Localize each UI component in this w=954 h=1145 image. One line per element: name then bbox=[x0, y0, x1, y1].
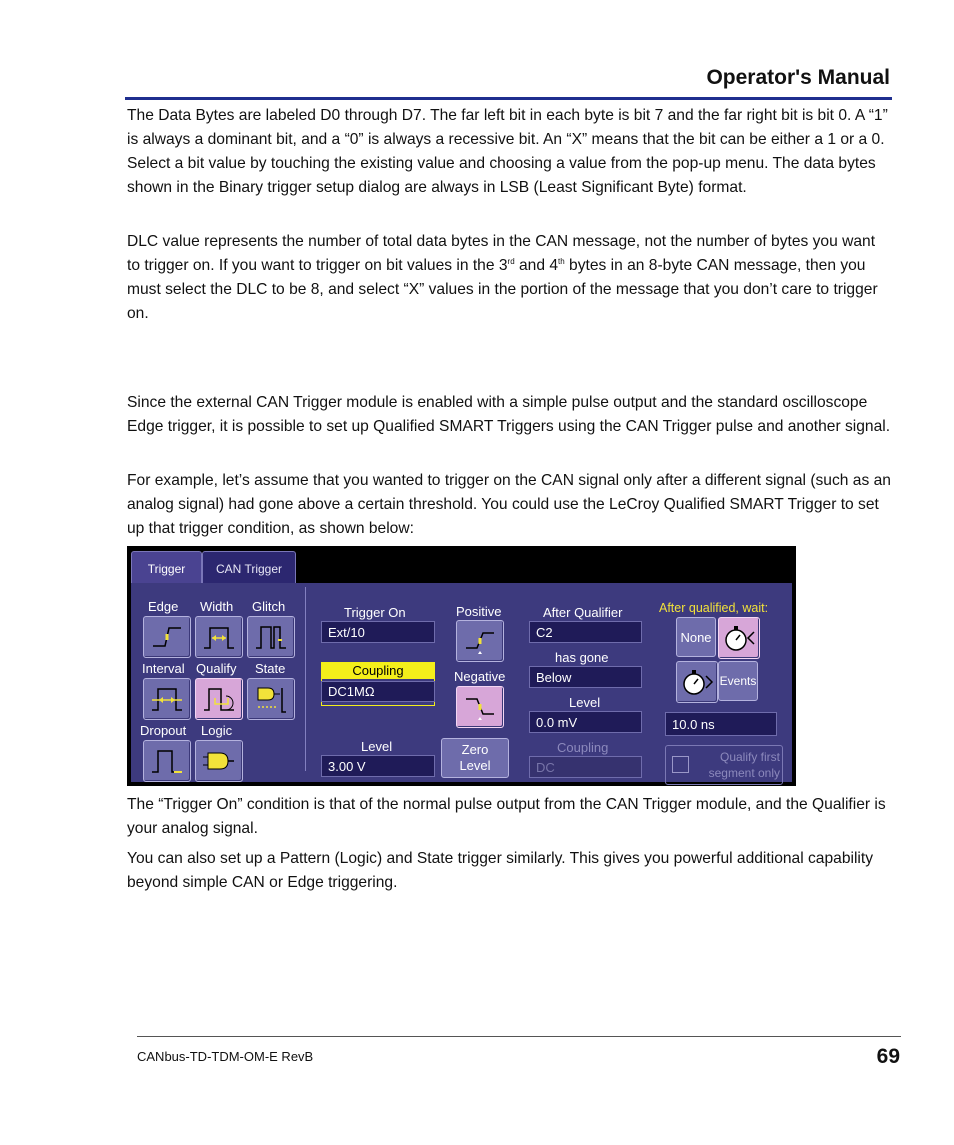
negative-slope-button[interactable] bbox=[456, 686, 504, 728]
dropout-icon bbox=[150, 746, 184, 776]
positive-label: Positive bbox=[456, 604, 502, 619]
stopwatch-greater-icon bbox=[680, 667, 714, 697]
logic-label: Logic bbox=[201, 723, 233, 738]
width-label: Width bbox=[200, 599, 234, 614]
header-rule bbox=[125, 97, 892, 100]
logic-button[interactable] bbox=[195, 740, 243, 782]
positive-slope-button[interactable] bbox=[456, 620, 504, 662]
paragraph-smart-trigger: Since the external CAN Trigger module is enabled with a simple pulse output and the standard oscilloscope Edge trigger, it is possible to set up Qualified SMART Triggers using the CAN Trigger pulse and another signal. bbox=[127, 394, 891, 435]
glitch-button[interactable] bbox=[247, 616, 295, 658]
paragraph-example: For example, let’s assume that you wanted to trigger on the CAN signal only after a different signal (such as an analog signal) had gone above a certain threshold. You could use the LeCroy Qualified SMART Trigger to set up that trigger condition, as shown below: bbox=[127, 472, 891, 537]
has-gone-label: has gone bbox=[555, 650, 609, 665]
width-icon bbox=[202, 622, 236, 652]
zero-level-button[interactable] bbox=[441, 738, 509, 778]
after-qualifier-label: After Qualifier bbox=[543, 605, 623, 620]
tab-trigger[interactable]: Trigger bbox=[131, 551, 202, 585]
trigger-on-field[interactable]: Ext/10 bbox=[321, 621, 435, 643]
edge-label: Edge bbox=[148, 599, 179, 614]
panel-divider bbox=[305, 587, 306, 771]
zero-level-text-1: Zero bbox=[461, 742, 489, 757]
qualifier-source-field[interactable]: C2 bbox=[529, 621, 642, 643]
trigger-on-label: Trigger On bbox=[344, 605, 406, 620]
footer-doc-id: CANbus-TD-TDM-OM-E RevB bbox=[137, 1049, 314, 1064]
trigger-level-label: Level bbox=[361, 739, 393, 754]
wait-time-alt-button[interactable] bbox=[676, 661, 718, 703]
falling-edge-icon bbox=[463, 692, 497, 722]
edge-icon bbox=[150, 622, 184, 652]
qualify-first-segment-option bbox=[665, 745, 783, 785]
state-icon bbox=[254, 684, 288, 714]
dropout-label: Dropout bbox=[140, 723, 187, 738]
qualify-first-checkbox bbox=[672, 756, 689, 773]
dropout-button[interactable] bbox=[143, 740, 191, 782]
qualifier-coupling-field: DC bbox=[529, 756, 642, 778]
page-number: 69 bbox=[876, 1045, 900, 1068]
edge-button[interactable] bbox=[143, 616, 191, 658]
zero-level-text-2: Level bbox=[459, 758, 491, 773]
interval-button[interactable] bbox=[143, 678, 191, 720]
wait-events-button[interactable]: Events bbox=[718, 661, 758, 701]
logic-gate-icon bbox=[202, 746, 236, 776]
glitch-icon bbox=[254, 622, 288, 652]
wait-time-button[interactable] bbox=[718, 617, 760, 659]
page-header-title: Operator's Manual bbox=[706, 66, 890, 89]
qualify-icon bbox=[202, 684, 236, 714]
coupling-label: Coupling bbox=[321, 662, 435, 679]
tab-can-trigger[interactable]: CAN Trigger bbox=[202, 551, 296, 585]
trigger-setup-screenshot bbox=[127, 546, 796, 786]
paragraph-dlc bbox=[127, 230, 892, 326]
negative-label: Negative bbox=[454, 669, 506, 684]
wait-value-field[interactable]: 10.0 ns bbox=[665, 712, 777, 736]
interval-label: Interval bbox=[142, 661, 185, 676]
tab-bar bbox=[127, 546, 796, 583]
dlc-text-a: DLC value represents the number of total data bytes in the CAN message, not the number of bytes you want to trigger on. If you want to trigger on bit values in the 3 bbox=[127, 233, 876, 274]
state-button[interactable] bbox=[247, 678, 295, 720]
qualifier-level-field[interactable]: 0.0 mV bbox=[529, 711, 642, 733]
dlc-text-c: bytes in an 8-byte CAN message, then you must select the DLC to be 8, and select “X” values in the portion of the message that you don’t care to trigger on. bbox=[127, 257, 878, 322]
dlc-text-b: and 4 bbox=[514, 257, 559, 274]
footer-rule bbox=[137, 1036, 901, 1037]
stopwatch-icon bbox=[722, 623, 756, 653]
has-gone-field[interactable]: Below bbox=[529, 666, 642, 688]
qualify-first-label: Qualify first segment only bbox=[708, 750, 780, 780]
paragraph-data-bytes: The Data Bytes are labeled D0 through D7. The far left bit in each byte is bit 7 and the far right bit is bit 0. A “1” is always a dominant bit, and a “0” is always a recessive bit. An “X” means that the bit can be either a 1 or a 0. Select a bit value by touching the existing value and choosing a value from the pop-up menu. The data bytes shown in the Binary trigger setup dialog are always in LSB (Least Significant Byte) format. bbox=[127, 107, 888, 196]
width-button[interactable] bbox=[195, 616, 243, 658]
paragraph-trigger-on: The “Trigger On” condition is that of the normal pulse output from the CAN Trigger module, and the Qualifier is your analog signal. bbox=[127, 796, 886, 837]
state-label: State bbox=[255, 661, 286, 676]
qualifier-coupling-label: Coupling bbox=[557, 740, 609, 755]
wait-none-button[interactable]: None bbox=[676, 617, 716, 657]
glitch-label: Glitch bbox=[252, 599, 286, 614]
trigger-panel bbox=[131, 583, 792, 782]
rising-edge-icon bbox=[463, 626, 497, 656]
qualify-button[interactable] bbox=[195, 678, 243, 720]
qualify-label: Qualify bbox=[196, 661, 237, 676]
trigger-level-field[interactable]: 3.00 V bbox=[321, 755, 435, 777]
interval-icon bbox=[150, 684, 184, 714]
dlc-sup-th: th bbox=[558, 257, 565, 266]
dlc-sup-rd: rd bbox=[507, 257, 515, 266]
paragraph-pattern: You can also set up a Pattern (Logic) and State trigger similarly. This gives you powerful additional capability beyond simple CAN or Edge triggering. bbox=[127, 850, 874, 891]
coupling-field[interactable]: DC1MΩ bbox=[321, 681, 435, 702]
qualifier-level-label: Level bbox=[569, 695, 601, 710]
after-qualified-wait-label: After qualified, wait: bbox=[659, 601, 769, 615]
